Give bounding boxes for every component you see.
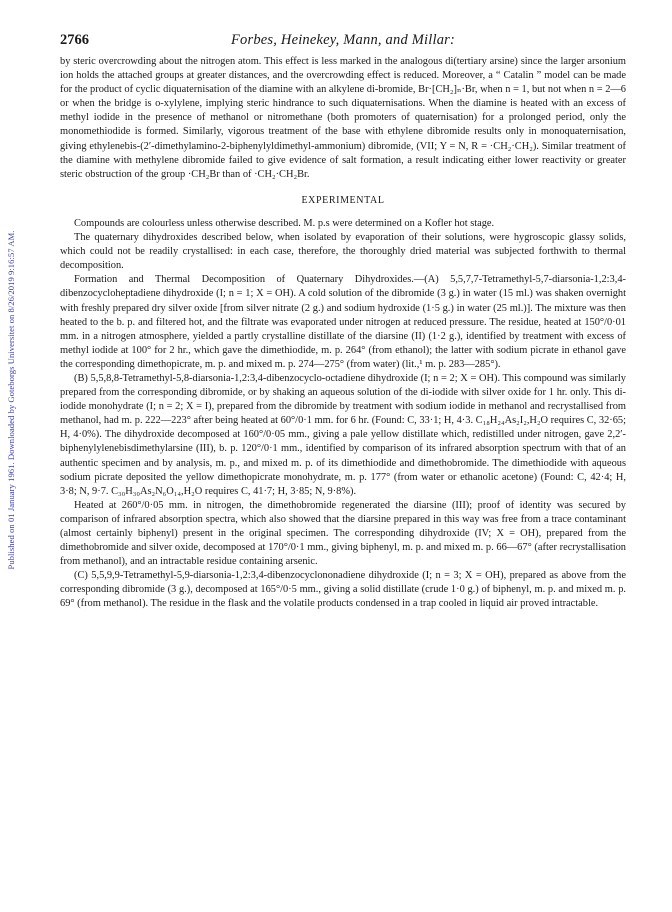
- paragraph-procedure-c: (C) 5,5,9,9-Tetramethyl-5,9-diarsonia-1,2:3,4-dibenzocyclononadiene dihydroxide (I; n = 3; X = OH), prepared as above from the corresponding dibromide (3 g.), decomposed at 165°/0·5 mm., giving a solid distillate (crude 1·0 g.) of biphenyl, m. p. and mixed m. p. 69° (from methanol). The residue in the flask and the volatile products condensed in a trap cooled in liquid air proved intractable.: [60, 570, 626, 610]
- section-heading-experimental: EXPERIMENTAL: [301, 194, 385, 206]
- page-header: [60, 32, 626, 52]
- paragraph-heating-dimethobromide: Heated at 260°/0·05 mm. in nitrogen, the dimethobromide regenerated the diarsine (III); proof of identity was secured by comparison of infrared absorption spectra, which also showed that the diarsine prepared in this way was free from a trace contaminant (almost certainly biphenyl) present in the original specimen. The corresponding dihydroxide (IV; X = OH), prepared from the dimethobromide and silver oxide, decomposed at 170°/0·1 mm., giving biphenyl, m. p. and mixed m. p. 66—67° (after recrystallisation from methanol), and an intractable residue containing arsenic.: [60, 499, 626, 568]
- page-number: 2766: [60, 32, 89, 48]
- provenance-text: Published on 01 January 1961. Downloaded by Goteborgs Universitet on 8/26/2019 9:16:57 AM.: [6, 230, 16, 570]
- paragraph-procedure-a: Formation and Thermal Decomposition of Quaternary Dihydroxides.—(A) 5,5,7,7-Tetramethyl-5,7-diarsonia-1,2:3,4-dibenzocycloheptadiene dihydroxide (I; n = 1; X = OH). A cold solution of the dibromide (3 g.) in water (15 ml.) was shaken overnight with freshly prepared dry silver oxide [from silver nitrate (2 g.) and sodium hydroxide (1·5 g.) in water (25 ml.)]. The mixture was then heated to the b. p. and filtered hot, and the filtrate was evaporated under nitrogen at reduced pressure. The residue, heated at 150°/0·01 mm. in a nitrogen atmosphere, yielded a partly crystalline distillate of the diarsine (II) (1·2 g.), identified by treatment with excess of methyl iodide at 100° for 2 hr., which gave the dimethiodide, m. p. 264° (from ethanol); the latter with sodium picrate in ethanol gave the corresponding dimethopicrate, m. p. and mixed m. p. 274—275° (from water) (lit.,¹ m. p. 283—285°).: [60, 274, 626, 370]
- article-body: [60, 55, 626, 612]
- running-title-authors: Forbes, Heinekey, Mann, and Millar:: [230, 32, 456, 48]
- paragraph-procedure-b: (B) 5,5,8,8-Tetramethyl-5,8-diarsonia-1,2:3,4-dibenzocyclo-octadiene dihydroxide (I; n = 2; X = OH). This compound was similarly prepared from the corresponding dibromide, or by shaking an aqueous solution of the di-iodide with silver oxide for 1 hr. only. This di-iodide monohydrate (I; n = 2; X = I), prepared from the dibromide by treatment with sodium iodide in methanol and recrystallised from methanol, had m. p. 222—223° after being heated at 60°/0·1 mm. for 6 hr. (Found: C, 33·1; H, 4·3. C₁₈H₂₄As₂I₂,H₂O requires C, 32·65; H, 4·0%). The dihydroxide decomposed at 160°/0·05 mm., giving a pale yellow distillate which, redistilled under nitrogen, gave 2,2′-biphenylylenebisdimethylarsine (III), b. p. 120°/0·1 mm., identified by comparison of its infrared absorption spectrum with that of an authentic specimen and by analysis, m. p., and mixed m. p. of its dimethiodide and dimethobromide. The dimethiodide with aqueous sodium picrate deposited the yellow dimethopicrate monohydrate, m. p. 177° (from water or ethanolic acetone) (Found: C, 42·4; H, 3·8; N, 9·7. C₃₀H₃₀As₂N₆O₁₄,H₂O requires C, 41·7; H, 3·85; N, 9·8%).: [60, 372, 626, 497]
- provenance-sidebar: [4, 120, 18, 680]
- paragraph-general: Compounds are colourless unless otherwise described. M. p.s were determined on a Kofler hot stage.: [74, 217, 495, 229]
- paragraph-dihydroxides: The quaternary dihydroxides described below, when isolated by evaporation of their solutions, were hygroscopic glassy solids, which could not be readily crystallised: in each case, therefore, the thoroughly dried material was subjected forthwith to thermal decomposition.: [60, 232, 626, 272]
- paragraph-discussion: by steric overcrowding about the nitrogen atom. This effect is less marked in the analogous di(tertiary arsine) since the larger arsonium ion holds the attached groups at greater distances, and the overcrowding effect is reduced. Moreover, a “ Catalin ” model can be made for the product of cyclic diquaternisation of the diamine with an alkylene di-bromide, Br·[CH₂]ₙ·Br, when n = 1, but not when n = 2—6 or when the bridge is o-xylylene, implying steric hindrance to such diquaternisations. When the diamine is heated with an excess of methyl iodide in the presence of methanol or nitromethane (both promoters of quaternisation) for a prolonged period, only the monomethiodide is formed. Similarly, vigorous treatment of the base with ethylene dibromide results only in monoquaternisation, giving ethylenebis-(2′-dimethylamino-2-biphenylyldimethyl-ammonium) dibromide, (VII; Y = N, R = ·CH₂·CH₂). Similar treatment of the diamine with methylene dibromide failed to give evidence of salt formation, a result indicating either lower reactivity or greater steric obstruction of the group ·CH₂Br than of ·CH₂·CH₂Br.: [60, 56, 626, 180]
